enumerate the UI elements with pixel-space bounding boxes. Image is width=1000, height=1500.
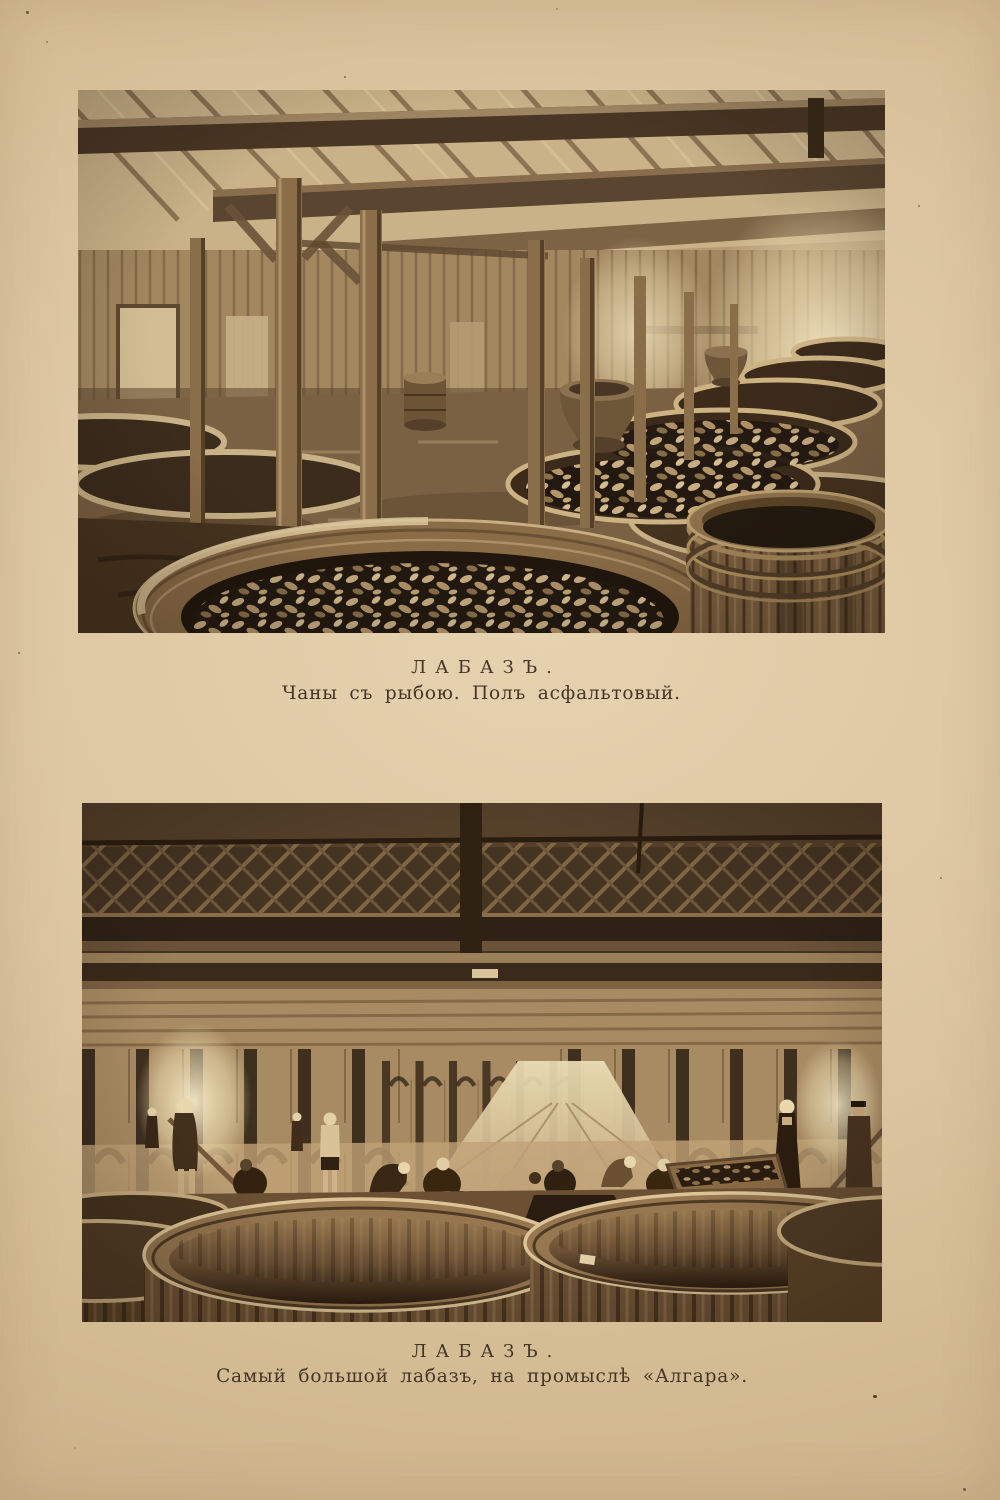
caption-top-text: Чаны съ рыбою. Полъ асфальтовый.	[282, 683, 681, 704]
dust-speck	[940, 877, 942, 879]
caption-top-title: ЛАБАЗЪ.	[411, 657, 561, 678]
dust-speck	[18, 652, 20, 654]
caption-bottom	[82, 1341, 882, 1388]
dust-speck	[556, 8, 558, 10]
photo2-vignette	[82, 803, 882, 1322]
caption-top	[78, 657, 885, 705]
dust-speck	[26, 11, 29, 14]
photo-largest-labaz-workers	[82, 803, 882, 1322]
dust-speck	[873, 1395, 877, 1398]
photo-bottom-illustration	[82, 803, 882, 1322]
photo-warehouse-fish-vats	[78, 90, 885, 633]
photo-top-illustration	[78, 90, 885, 633]
caption-bottom-text: Самый большой лабазъ, на промыслѣ «Алгара».	[216, 1366, 748, 1387]
dust-speck	[46, 41, 48, 43]
photo1-vignette	[78, 90, 885, 633]
figure-top	[78, 90, 885, 705]
caption-bottom-title: ЛАБАЗЪ.	[411, 1341, 562, 1362]
dust-speck	[344, 76, 346, 78]
dust-speck	[918, 205, 920, 207]
dust-speck	[74, 1447, 76, 1449]
figure-bottom	[82, 803, 882, 1388]
dust-speck	[963, 1488, 966, 1491]
